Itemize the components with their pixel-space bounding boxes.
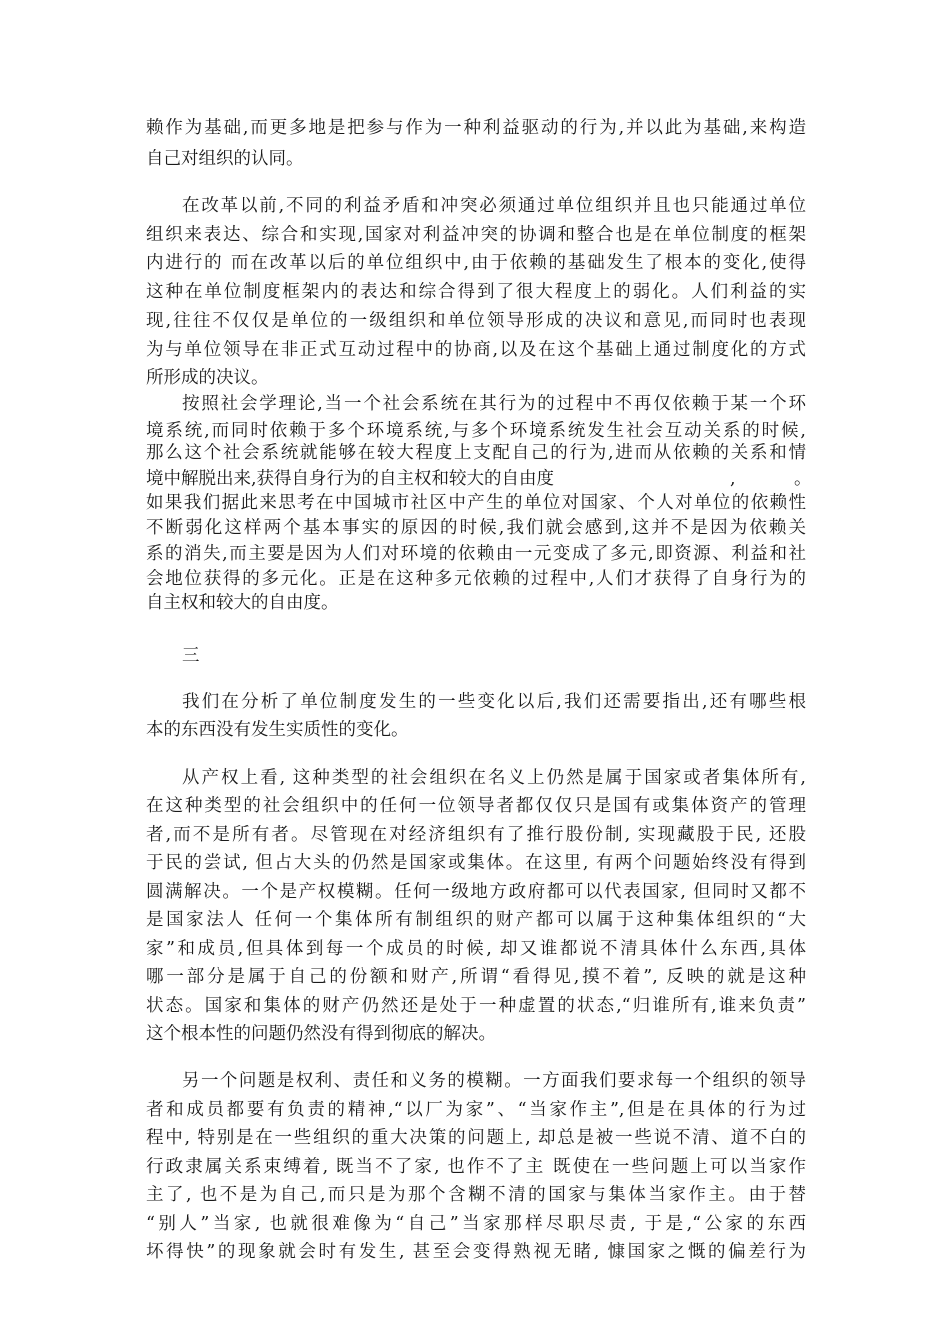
paragraph-6-line-1: 另一个问题是权利、责任和义务的模糊。一方面我们要求每一个组织的领导 — [182, 1071, 806, 1091]
paragraph-5-line-3: 者,而不是所有者。尽管现在对经济组织有了推行股份制, 实现藏股于民, 还股 — [146, 825, 806, 845]
paragraph-2-line-4: 这种在单位制度框架内的表达和综合得到了很大程度上的弱化。人们利益的实 — [146, 282, 806, 302]
paragraph-5-line-9: 状态。国家和集体的财产仍然还是处于一种虚置的状态,“归谁所有,谁来负责” — [146, 996, 806, 1016]
paragraph-2-line-7: 所形成的决议。 — [146, 368, 269, 388]
paragraph-5-line-8: 哪一部分是属于自己的份额和财产,所谓“看得见,摸不着”, 反映的就是这种 — [146, 967, 806, 987]
paragraph-3-line-5: 如果我们据此来思考在中国城市社区中产生的单位对国家、个人对单位的依赖性 — [146, 493, 806, 513]
stray-comma: , — [730, 469, 736, 489]
paragraph-2-line-5: 现,往往不仅仅是单位的一级组织和单位领导形成的决议和意见,而同时也表现 — [146, 311, 806, 331]
paragraph-3-line-4: 境中解脱出来,获得自身行为的自主权和较大的自由度 — [146, 469, 555, 489]
paragraph-5-line-5: 圆满解决。一个是产权模糊。任何一级地方政府都可以代表国家, 但同时又都不 — [146, 882, 806, 902]
paragraph-3-line-6: 不断弱化这样两个基本事实的原因的时候,我们就会感到,这并不是因为依赖关 — [146, 518, 806, 538]
paragraph-1-line-1: 赖作为基础,而更多地是把参与作为一种利益驱动的行为,并以此为基础,来构造 — [146, 118, 806, 138]
paragraph-5-line-4: 于民的尝试, 但占大头的仍然是国家或集体。在这里, 有两个问题始终没有得到 — [146, 853, 806, 873]
paragraph-3-line-9: 自主权和较大的自由度。 — [146, 593, 339, 613]
paragraph-5-line-1: 从产权上看, 这种类型的社会组织在名义上仍然是属于国家或者集体所有, — [182, 768, 806, 788]
paragraph-2-line-3: 内进行的 而在改革以后的单位组织中,由于依赖的基础发生了根本的变化,使得 — [146, 253, 806, 273]
paragraph-6-line-7: 坏得快”的现象就会时有发生, 甚至会变得熟视无睹, 慷国家之慨的偏差行为 — [146, 1242, 806, 1262]
paragraph-3-line-1: 按照社会学理论,当一个社会系统在其行为的过程中不再仅依赖于某一个环 — [182, 394, 806, 414]
paragraph-3-line-2: 境系统,而同时依赖于多个环境系统,与多个环境系统发生社会互动关系的时候, — [146, 421, 806, 441]
stray-period: 。 — [794, 469, 812, 489]
paragraph-3-line-3: 那么这个社会系统就能够在较大程度上支配自己的行为,进而从依赖的关系和情 — [146, 443, 806, 463]
paragraph-3-line-7: 系的消失,而主要是因为人们对环境的依赖由一元变成了多元,即资源、利益和社 — [146, 544, 806, 564]
paragraph-6-line-2: 者和成员都要有负责的精神,“以厂为家”、“当家作主”,但是在具体的行为过 — [146, 1100, 806, 1120]
section-heading: 三 — [182, 646, 200, 666]
paragraph-5-line-2: 在这种类型的社会组织中的任何一位领导者都仅仅只是国有或集体资产的管理 — [146, 796, 806, 816]
paragraph-5-line-7: 家”和成员,但具体到每一个成员的时候, 却又谁都说不清具体什么东西,具体 — [146, 939, 806, 959]
paragraph-4-line-1: 我们在分析了单位制度发生的一些变化以后,我们还需要指出,还有哪些根 — [182, 692, 806, 712]
paragraph-4-line-2: 本的东西没有发生实质性的变化。 — [146, 720, 409, 740]
paragraph-5-line-6: 是国家法人 任何一个集体所有制组织的财产都可以属于这种集体组织的“大 — [146, 910, 806, 930]
paragraph-5-line-10: 这个根本性的问题仍然没有得到彻底的解决。 — [146, 1024, 496, 1044]
paragraph-2-line-6: 为与单位领导在非正式互动过程中的协商,以及在这个基础上通过制度化的方式 — [146, 340, 806, 360]
paragraph-6-line-5: 主了, 也不是为自己,而只是为那个含糊不清的国家与集体当家作主。由于替 — [146, 1185, 806, 1205]
paragraph-1-line-2: 自己对组织的认同。 — [146, 149, 304, 169]
paragraph-6-line-3: 程中, 特别是在一些组织的重大决策的问题上, 却总是被一些说不清、道不白的 — [146, 1128, 806, 1148]
paragraph-6-line-6: “别人”当家, 也就很难像为“自己”当家那样尽职尽责, 于是,“公家的东西 — [146, 1214, 806, 1234]
paragraph-3-line-8: 会地位获得的多元化。正是在这种多元依赖的过程中,人们才获得了自身行为的 — [146, 569, 806, 589]
paragraph-6-line-4: 行政隶属关系束缚着, 既当不了家, 也作不了主 既使在一些问题上可以当家作 — [146, 1157, 806, 1177]
paragraph-2-line-1: 在改革以前,不同的利益矛盾和冲突必须通过单位组织并且也只能通过单位 — [182, 196, 806, 216]
paragraph-2-line-2: 组织来表达、综合和实现,国家对利益冲突的协调和整合也是在单位制度的框架 — [146, 225, 806, 245]
